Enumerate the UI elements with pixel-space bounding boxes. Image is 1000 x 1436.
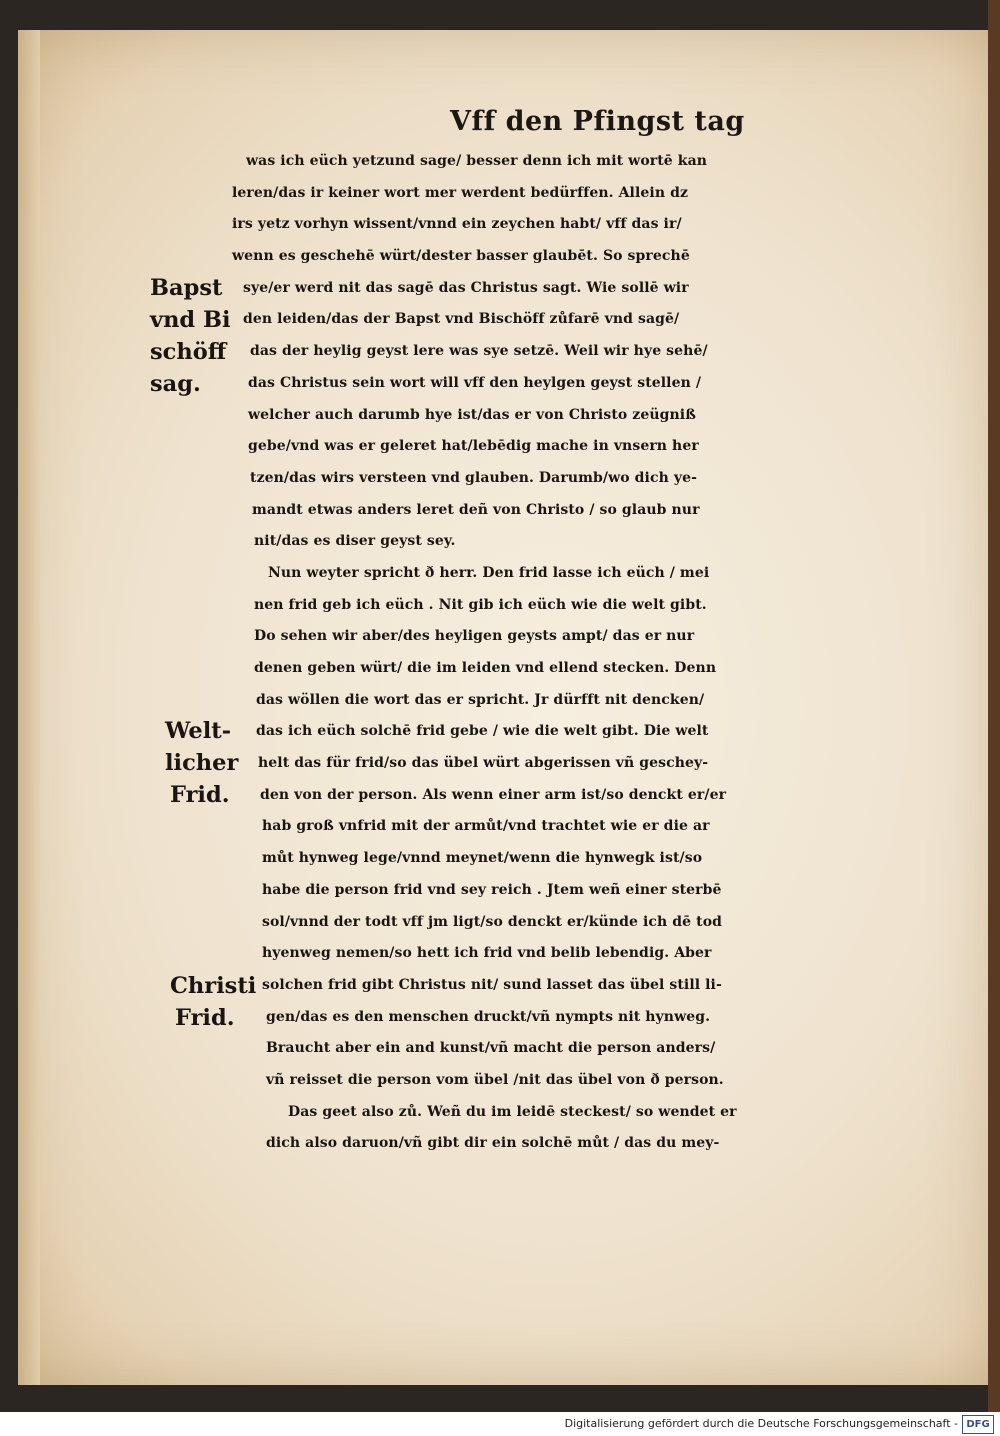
text-line: nit/das es diser geyst sey. [254, 533, 456, 550]
text-line: was ich eüch yetzund sage/ besser denn ich mit wortē kan [246, 153, 708, 169]
text-line: Das geet also zů. Weñ du im leidē steckest/ so wendet er [288, 1103, 737, 1120]
text-line: das wöllen die wort das er spricht. Jr dürfft nit dencken/ [256, 691, 705, 708]
text-line: das Christus sein wort will vff den heylgen geyst stellen / [248, 374, 702, 391]
text-line: můt hynweg lege/vnnd meynet/wenn die hynwegk ist/so [262, 850, 703, 867]
funding-credit: Digitalisierung gefördert durch die Deutsche Forschungsgemeinschaft - [564, 1417, 958, 1430]
text-line: das ich eüch solchē frid gebe / wie die welt gibt. Die welt [256, 723, 709, 740]
text-line: hab groß vnfrid mit der armůt/vnd trachtet wie er die ar [262, 818, 710, 835]
text-line: welcher auch darumb hye ist/das er von Christo zeügniß [248, 406, 696, 423]
text-line: hyenweg nemen/so hett ich frid vnd belib lebendig. Aber [262, 945, 712, 962]
text-line: sye/er werd nit das sagē das Christus sagt. Wie sollē wir [243, 279, 689, 296]
text-line: solchen frid gibt Christus nit/ sund lasset das übel still li- [262, 976, 722, 993]
text-line: den von der person. Als wenn einer arm ist/so denckt er/er [260, 786, 727, 803]
margin-note: schöff [150, 339, 227, 365]
margin-note: Frid. [170, 782, 230, 808]
text-line: habe die person frid vnd sey reich . Jtem weñ einer sterbē [262, 881, 722, 898]
margin-note: Frid. [175, 1005, 235, 1031]
text-line: nen frid geb ich eüch . Nit gib ich eüch wie die welt gibt. [254, 596, 707, 613]
running-header: Vff den Pfingst tag [450, 106, 745, 137]
margin-note: Christi [170, 973, 257, 999]
dfg-logo-icon: DFG [962, 1415, 994, 1434]
text-line: Nun weyter spricht ð herr. Den frid lasse ich eüch / mei [268, 564, 710, 581]
text-line: denen geben würt/ die im leiden vnd ellend stecken. Denn [254, 660, 717, 676]
text-line: dich also daruon/vñ gibt dir ein solchē můt / das du mey- [266, 1135, 720, 1152]
margin-note: vnd Bi [150, 307, 231, 333]
text-line: mandt etwas anders leret deñ von Christo / so glaub nur [252, 501, 700, 518]
text-line: wenn es geschehē würt/dester basser glaubēt. So sprechē [232, 248, 690, 265]
text-line: irs yetz vorhyn wissent/vnnd ein zeychen habt/ vff das ir/ [232, 216, 682, 233]
text-line: Braucht aber ein and kunst/vñ macht die person anders/ [266, 1040, 716, 1057]
binding-edge [988, 0, 1000, 1412]
margin-note: Bapst [150, 275, 223, 301]
margin-note: sag. [150, 371, 201, 397]
margin-note: licher [165, 750, 239, 776]
text-line: das der heylig geyst lere was sye setzē. Weil wir hye sehē/ [250, 343, 708, 360]
body-text [232, 146, 960, 1160]
page-gutter [18, 30, 40, 1385]
text-line: gen/das es den menschen druckt/vñ nympts nit hynweg. [266, 1008, 711, 1025]
text-line: helt das für frid/so das übel würt abgerissen vñ geschey- [258, 755, 709, 772]
text-line: den leiden/das der Bapst vnd Bischöff zůfarē vnd sagē/ [243, 311, 680, 328]
text-line: Do sehen wir aber/des heyligen geysts ampt/ das er nur [254, 628, 695, 645]
text-line: gebe/vnd was er geleret hat/lebēdig mache in vnsern her [248, 438, 699, 455]
text-line: tzen/das wirs versteen vnd glauben. Darumb/wo dich ye- [250, 469, 698, 486]
footer-bar [0, 1412, 1000, 1436]
text-line: sol/vnnd der todt vff jm ligt/so denckt er/künde ich dē tod [262, 913, 723, 930]
margin-note: Welt- [165, 718, 232, 744]
text-line: vñ reisset die person vom übel /nit das übel von ð person. [266, 1071, 724, 1088]
text-line: leren/das ir keiner wort mer werdent bedürffen. Allein dz [232, 184, 689, 201]
